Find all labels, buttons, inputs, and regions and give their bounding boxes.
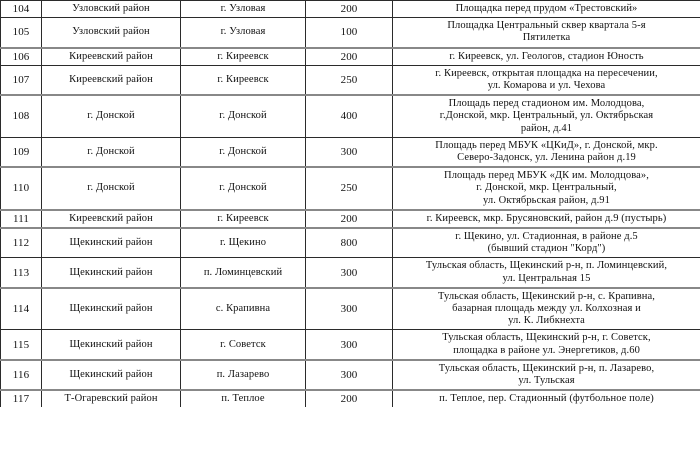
row-number-cell: 105	[1, 18, 42, 48]
address-line: Тульская область, Щекинский р-н, п. Ломинцевский,	[425, 260, 668, 272]
table-row	[1, 65, 700, 95]
district-cell: Т-Огаревский район	[42, 390, 181, 407]
address-line: Площадка перед прудом «Трестовский»	[455, 3, 638, 14]
row-number-cell: 113	[1, 258, 42, 288]
district-cell: г. Донской	[42, 137, 181, 167]
district-cell: Киреевский район	[42, 210, 181, 228]
table-row	[1, 360, 700, 390]
settlement-cell: г. Узловая	[181, 1, 306, 18]
address-line: ул. К. Либкнехта	[508, 315, 585, 327]
settlement-cell: п. Теплое	[181, 390, 306, 407]
district-cell: Узловский район	[42, 1, 181, 18]
district-cell: Щекинский район	[42, 228, 181, 258]
quantity-cell: 300	[306, 288, 393, 330]
settlement-cell: г. Киреевск	[181, 210, 306, 228]
row-number-cell: 106	[1, 48, 42, 66]
address-cell	[393, 228, 700, 258]
quantity-cell: 400	[306, 95, 393, 137]
table-row	[1, 95, 700, 137]
address-line: Площадка Центральный сквер квартала 5-я	[447, 20, 646, 32]
table-row	[1, 330, 700, 360]
address-line: Площадь перед МБУК «ЦКиД», г. Донской, мкр.	[435, 139, 658, 151]
address-cell	[393, 330, 700, 360]
table-body	[1, 1, 700, 408]
settlement-cell: г. Донской	[181, 95, 306, 137]
address-cell	[393, 95, 700, 137]
settlement-cell: г. Донской	[181, 167, 306, 210]
settlement-cell: г. Узловая	[181, 18, 306, 48]
settlement-cell: с. Крапивна	[181, 288, 306, 330]
quantity-cell: 200	[306, 210, 393, 228]
address-cell	[393, 390, 700, 407]
settlement-cell: г. Советск	[181, 330, 306, 360]
address-line: г. Киреевск, мкр. Брусяновский, район д.9 (пустырь)	[426, 212, 667, 224]
district-cell: г. Донской	[42, 167, 181, 210]
quantity-cell: 300	[306, 360, 393, 390]
row-number-cell: 114	[1, 288, 42, 330]
address-cell	[393, 258, 700, 288]
address-line: Тульская область, Щекинский р-н, г. Советск,	[442, 332, 651, 344]
district-cell: Щекинский район	[42, 258, 181, 288]
district-cell: Киреевский район	[42, 65, 181, 95]
settlement-cell: п. Лазарево	[181, 360, 306, 390]
row-number-cell: 109	[1, 137, 42, 167]
address-line: ул. Тульская	[518, 375, 575, 387]
address-line: г.Донской, мкр. Центральный, ул. Октябрьская	[439, 110, 654, 122]
address-line: г. Донской, мкр. Центральный,	[476, 182, 617, 194]
quantity-cell: 250	[306, 65, 393, 95]
address-cell	[393, 48, 700, 66]
table-row	[1, 390, 700, 407]
table-row	[1, 1, 700, 18]
table-row	[1, 48, 700, 66]
address-line: п. Теплое, пер. Стадионный (футбольное поле)	[439, 393, 654, 405]
table-row	[1, 210, 700, 228]
address-cell	[393, 137, 700, 167]
address-line: Площадь перед стадионом им. Молодцова,	[448, 98, 645, 110]
address-cell	[393, 210, 700, 228]
address-line: Пятилетка	[522, 32, 571, 44]
address-cell	[393, 360, 700, 390]
table-row	[1, 258, 700, 288]
district-cell: Узловский район	[42, 18, 181, 48]
address-line: Тульская область, Щекинский р-н, п. Лазарево,	[438, 362, 655, 374]
address-line: (бывший стадион "Корд")	[487, 243, 606, 255]
district-cell: Щекинский район	[42, 330, 181, 360]
table-row	[1, 288, 700, 330]
address-line: район, д.41	[520, 122, 573, 134]
row-number-cell: 108	[1, 95, 42, 137]
settlement-cell: г. Донской	[181, 137, 306, 167]
quantity-cell: 200	[306, 390, 393, 407]
address-cell	[393, 65, 700, 95]
quantity-cell: 100	[306, 18, 393, 48]
address-line: Площадь перед МБУК «ДК им. Молодцова»,	[444, 170, 649, 182]
address-line: Тульская область, Щекинский р-н, с. Крапивна,	[437, 290, 656, 302]
address-line: г. Киреевск, ул. Геологов, стадион Юность	[449, 50, 644, 62]
quantity-cell: 800	[306, 228, 393, 258]
quantity-cell: 300	[306, 137, 393, 167]
table-row	[1, 18, 700, 48]
address-cell	[393, 1, 700, 18]
settlement-cell: г. Щекино	[181, 228, 306, 258]
quantity-cell: 300	[306, 330, 393, 360]
address-cell	[393, 288, 700, 330]
address-line: ул. Комарова и ул. Чехова	[487, 80, 606, 92]
row-number-cell: 112	[1, 228, 42, 258]
address-line: Северо-Задонск, ул. Ленина район д.19	[457, 152, 636, 164]
district-cell: г. Донской	[42, 95, 181, 137]
row-number-cell: 107	[1, 65, 42, 95]
quantity-cell: 200	[306, 1, 393, 18]
quantity-cell: 250	[306, 167, 393, 210]
row-number-cell: 111	[1, 210, 42, 228]
row-number-cell: 110	[1, 167, 42, 210]
row-number-cell: 115	[1, 330, 42, 360]
table-row	[1, 228, 700, 258]
address-cell	[393, 18, 700, 48]
address-cell	[393, 167, 700, 210]
district-cell: Щекинский район	[42, 360, 181, 390]
quantity-cell: 200	[306, 48, 393, 66]
address-line: ул. Октябрьская район, д.91	[482, 194, 611, 206]
settlement-cell: г. Киреевск	[181, 65, 306, 95]
address-line: ул. Центральная 15	[502, 272, 591, 284]
row-number-cell: 104	[1, 1, 42, 18]
district-cell: Киреевский район	[42, 48, 181, 66]
address-line: площадка в районе ул. Энергетиков, д.60	[453, 344, 640, 356]
quantity-cell: 300	[306, 258, 393, 288]
settlement-cell: п. Ломинцевский	[181, 258, 306, 288]
address-line: г. Киреевск, открытая площадка на пересечении,	[435, 67, 658, 79]
row-number-cell: 116	[1, 360, 42, 390]
address-line: г. Щекино, ул. Стадионная, в районе д.5	[455, 231, 638, 243]
table-row	[1, 167, 700, 210]
address-line: базарная площадь между ул. Колхозная и	[452, 303, 641, 315]
table-row	[1, 137, 700, 167]
row-number-cell: 117	[1, 390, 42, 407]
district-cell: Щекинский район	[42, 288, 181, 330]
settlement-cell: г. Киреевск	[181, 48, 306, 66]
